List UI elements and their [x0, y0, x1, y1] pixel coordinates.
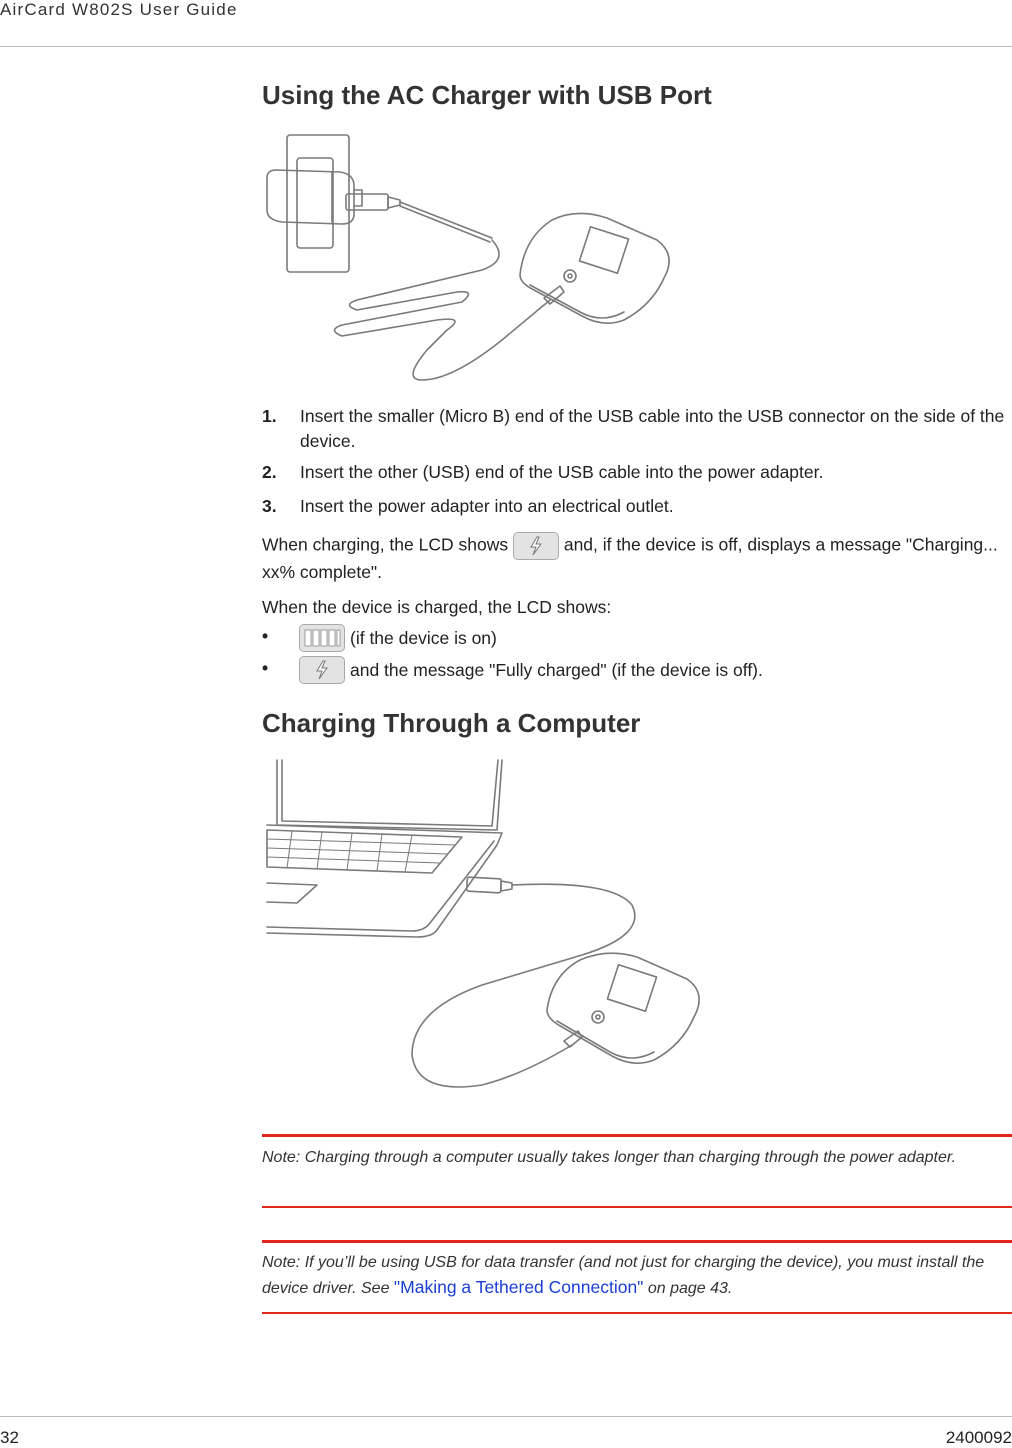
note-rule-bottom — [262, 1312, 1012, 1314]
bullet-dot: • — [262, 658, 269, 678]
note-rule-bottom — [262, 1206, 1012, 1208]
charging-paragraph — [262, 532, 1012, 585]
note-rule-top — [262, 1240, 1012, 1243]
bullet-dot: • — [262, 626, 269, 646]
step-1 — [262, 404, 1012, 454]
step-number: 1. — [262, 406, 277, 426]
section-heading-computer: Charging Through a Computer — [262, 708, 641, 738]
step-text: Insert the power adapter into an electrical outlet. — [300, 496, 674, 516]
step-text: Insert the other (USB) end of the USB cable into the power adapter. — [300, 462, 824, 482]
document-number: 2400092 — [945, 1428, 1012, 1447]
battery-charging-icon — [513, 532, 559, 560]
charging-text-after: and, if the device is off, displays a message "Charging... xx% complete". — [262, 534, 998, 582]
page-number: 32 — [0, 1428, 19, 1447]
footer-rule — [0, 1416, 1012, 1417]
note-text: on page 43. — [643, 1280, 733, 1297]
note-rule-top — [262, 1134, 1012, 1137]
note-usb-data-transfer — [262, 1250, 1012, 1301]
bullet-device-off — [262, 656, 763, 690]
running-header: AirCard W802S User Guide — [0, 0, 238, 19]
step-text: Insert the smaller (Micro B) end of the USB cable into the USB connector on the side of the device. — [300, 406, 1005, 451]
charged-intro: When the device is charged, the LCD shows: — [262, 597, 612, 617]
section-heading-ac-charger: Using the AC Charger with USB Port — [262, 80, 712, 110]
header-rule — [0, 46, 1012, 47]
step-number: 2. — [262, 462, 277, 482]
bullet-device-on — [262, 624, 497, 658]
ac-charger-illustration — [262, 130, 682, 385]
battery-full-icon — [299, 624, 345, 652]
tethered-connection-link[interactable]: "Making a Tethered Connection" — [393, 1277, 644, 1297]
charging-text-before: When charging, the LCD shows — [262, 534, 509, 555]
step-3 — [262, 494, 1012, 519]
bullet-text: and the message "Fully charged" (if the device is off). — [350, 659, 763, 680]
computer-charging-illustration — [262, 755, 707, 1095]
bullet-text: (if the device is on) — [350, 627, 497, 648]
step-2 — [262, 460, 1012, 485]
battery-charging-icon — [299, 656, 345, 684]
step-number: 3. — [262, 496, 277, 516]
note-computer-charging: Note: Charging through a computer usually takes longer than charging through the power adapter. — [262, 1149, 957, 1166]
note-text: Note: If you’ll be using USB for data transfer (and not just for charging the device), you must install the device driver. See — [262, 1254, 985, 1297]
